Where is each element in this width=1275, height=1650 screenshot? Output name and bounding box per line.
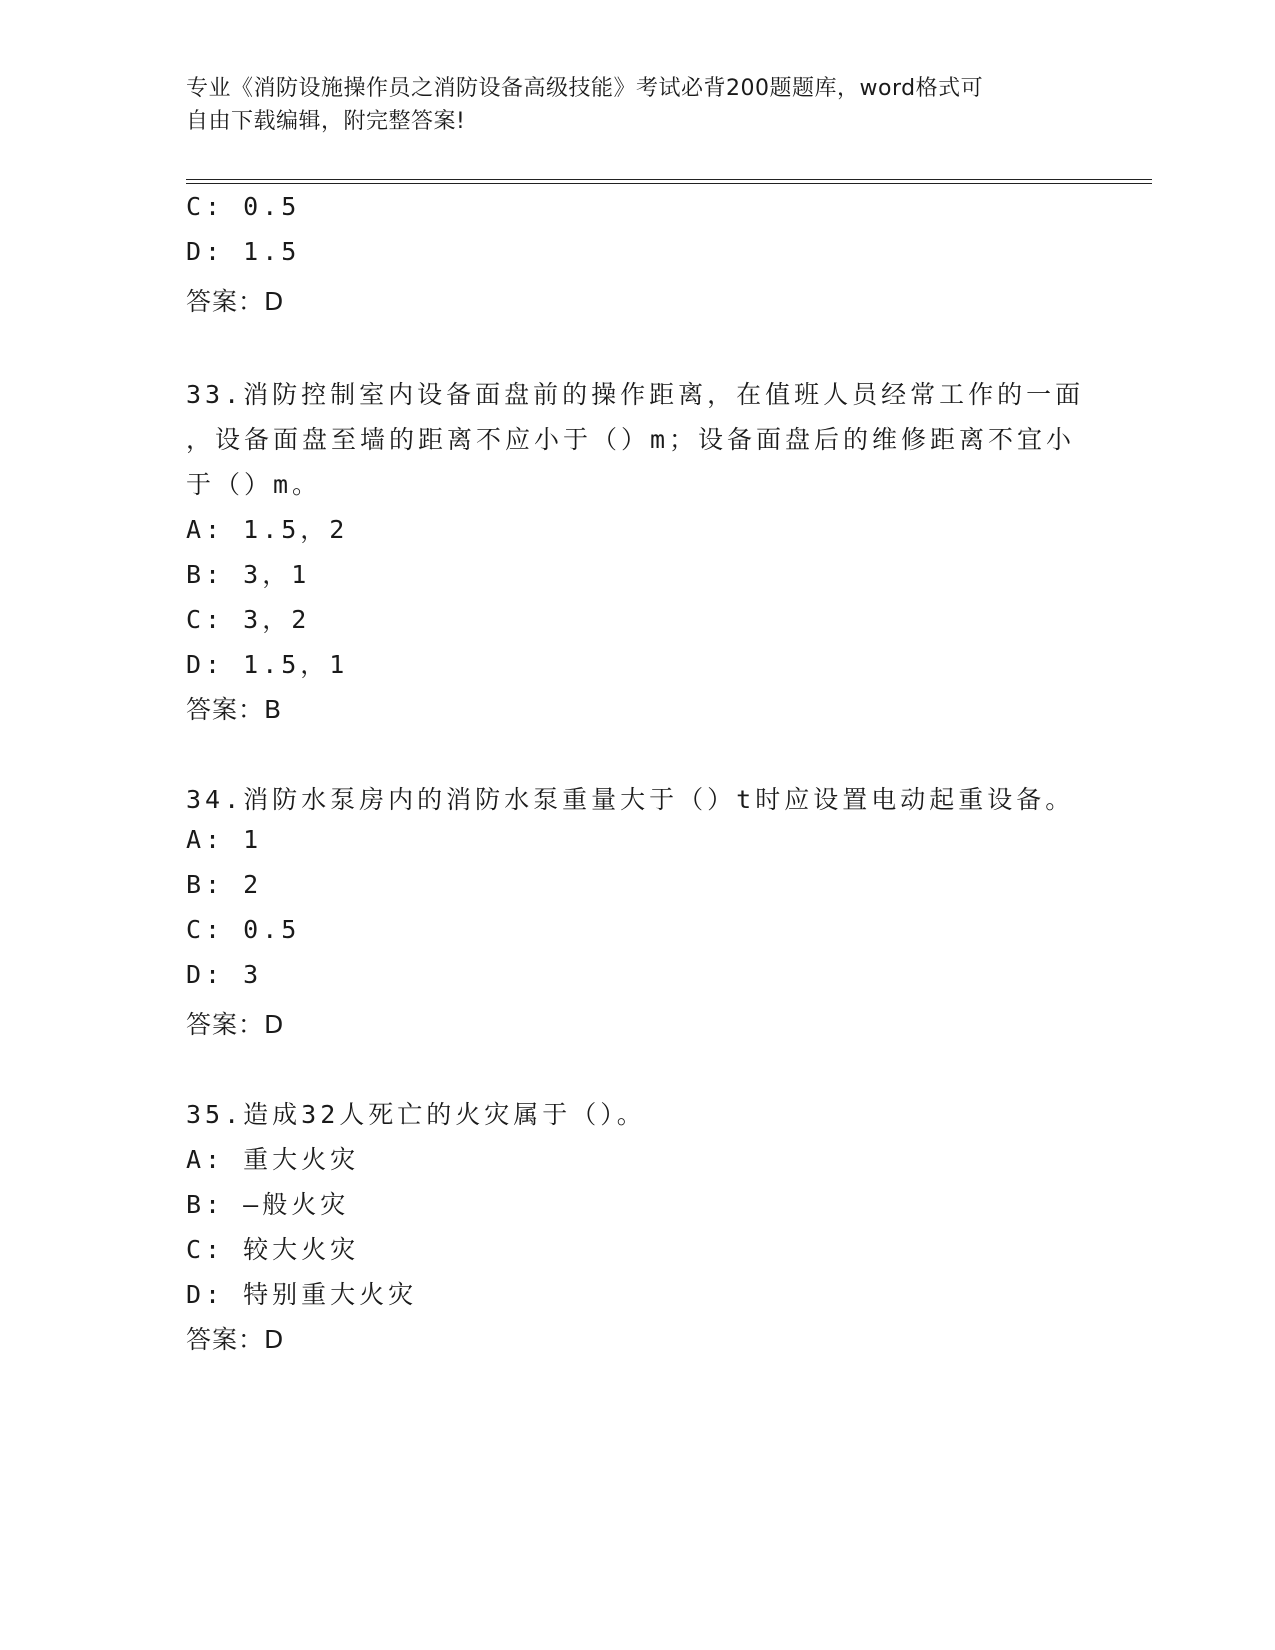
q33-option-b: B: 3，1 bbox=[186, 560, 311, 589]
prev-answer: 答案：D bbox=[186, 287, 285, 316]
q34-stem-line-1: 34.消防水泵房内的消防水泵重量大于（）t时应设置电动起重设备。 bbox=[186, 785, 1075, 814]
q33-option-a: A: 1.5，2 bbox=[186, 515, 349, 544]
header-divider-bottom bbox=[186, 183, 1152, 184]
q33-option-c: C: 3，2 bbox=[186, 605, 311, 634]
q33-answer: 答案：B bbox=[186, 695, 283, 724]
q35-option-c: C: 较大火灾 bbox=[186, 1235, 360, 1264]
prev-option-c: C: 0.5 bbox=[186, 192, 301, 221]
q33-stem-line-2: ，设备面盘至墙的距离不应小于（）m；设备面盘后的维修距离不宜小 bbox=[186, 425, 1076, 454]
q35-option-a: A: 重大火灾 bbox=[186, 1145, 360, 1174]
q34-answer: 答案：D bbox=[186, 1010, 285, 1039]
page-header bbox=[186, 72, 1086, 138]
q33-stem-line-3: 于（）m。 bbox=[186, 470, 322, 499]
q33-stem-line-1: 33.消防控制室内设备面盘前的操作距离，在值班人员经常工作的一面 bbox=[186, 380, 1085, 409]
q35-answer: 答案：D bbox=[186, 1325, 285, 1354]
q34-option-a: A: 1 bbox=[186, 825, 263, 854]
prev-option-d: D: 1.5 bbox=[186, 237, 301, 266]
q34-option-d: D: 3 bbox=[186, 960, 263, 989]
header-title-line-1: 专业《消防设施操作员之消防设备高级技能》考试必背200题题库，word格式可 bbox=[186, 76, 984, 101]
q34-option-c: C: 0.5 bbox=[186, 915, 301, 944]
q35-option-d: D: 特别重大火灾 bbox=[186, 1280, 418, 1309]
q33-option-d: D: 1.5，1 bbox=[186, 650, 349, 679]
q35-option-b: B: —般火灾 bbox=[186, 1190, 350, 1219]
header-divider-top bbox=[186, 179, 1152, 180]
q35-stem-line-1: 35.造成32人死亡的火灾属于（）。 bbox=[186, 1100, 646, 1129]
header-title-line-2: 自由下载编辑，附完整答案! bbox=[186, 109, 466, 134]
q34-option-b: B: 2 bbox=[186, 870, 263, 899]
